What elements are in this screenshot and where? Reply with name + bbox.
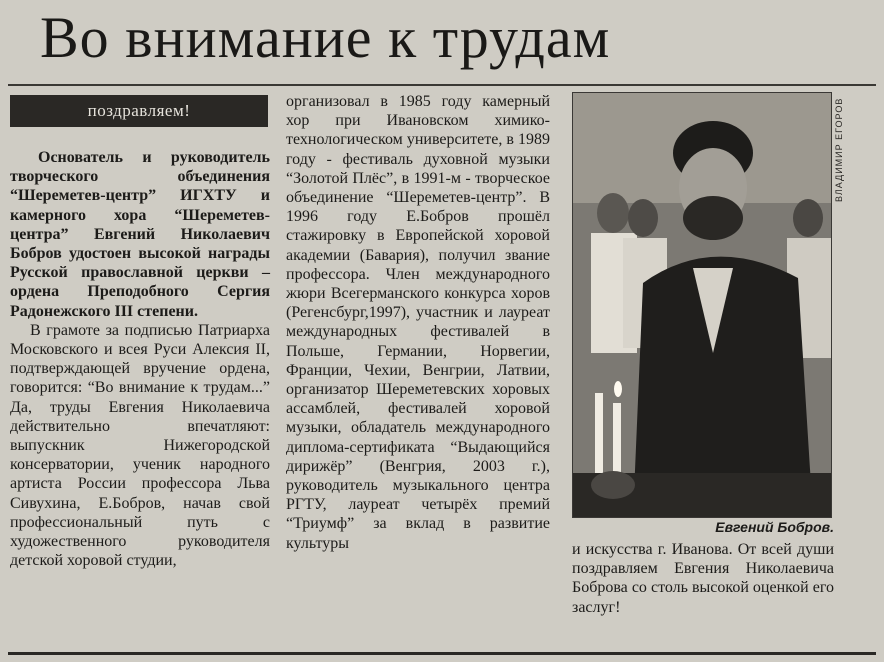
headline: Во внимание к трудам [40,5,611,70]
rubric-label: поздравляем! [10,95,268,127]
photo-illustration [573,93,831,517]
article-column-2: организовал в 1985 году камерный хор при Ивановском химико-технологическом университете, в 1989 году - фестиваль духовной музыки “Золотой Плёс”, в 1991-м - творческое объединение “Шереметев-центр”. В 1996 году Е.Бобров прошёл стажировку в Европейской хоровой академии (Бавария), получил звание профессора. Член международного жюри Всегерманского конкурса хоров (Регенсбург,1997), участник и лауреат международных фестивалей в Польше, Германии, Норвегии, Франции, Чехии, Венгрии, Латвии, организатор Шереметевских хоровых ассамблей, фестивалей хоровой музыки, обладатель международного диплома-сертификата “Выдающийся дирижёр” (Венгрия, 2003 г.), руководитель музыкального центра РГТУ, лауреат четырёх премий “Триумф” за вклад в развитие культуры [286,93,550,552]
photo-caption: Евгений Бобров. [715,519,834,535]
article-column-3: и искусства г. Иванова. От всей души поздравляем Евгения Николаевича Боброва со столь высокой оценкой его заслуг! [572,541,834,616]
headline-rule [8,84,876,86]
article-column-1 [10,148,270,570]
bottom-rule [8,652,876,655]
portrait-photo [572,92,832,518]
lead-paragraph: Основатель и руководитель творческого объединения “Шереметев-центр” ИГХТУ и камерного хора “Шереметев-центра” Евгений Николаевич Бобров удостоен высокой награды Русской православной церкви – ордена Преподобного Сергия Радонежского III степени. [10,149,270,320]
photo-credit: ВЛАДИМИР ЕГОРОВ [834,97,844,202]
body-paragraph-1: В грамоте за подписью Патриарха Московского и всея Руси Алексия II, подтверждающей вручение ордена, говорится: “Во внимание к трудам...” Да, труды Евгения Николаевича действительно впечатляют: выпускник Нижегородской консерватории, ученик народного артиста России профессора Льва Сивухина, Е.Бобров, начав свой профессиональный путь с художественного руководителя детской хоровой студии, [10,321,270,570]
